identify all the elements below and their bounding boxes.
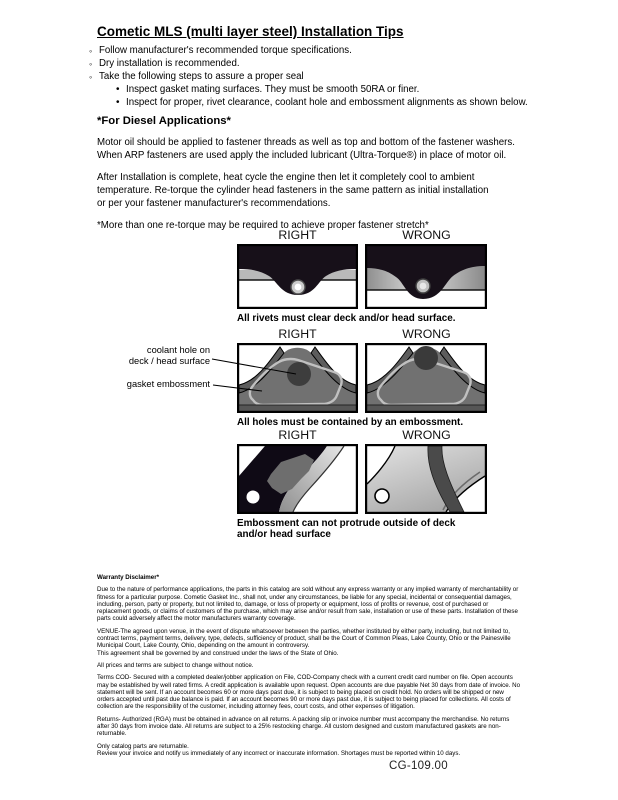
right-label: RIGHT	[278, 428, 317, 442]
list-item	[89, 71, 528, 84]
list-item-text: Inspect for proper, rivet clearance, coolant hole and embossment alignments as shown below.	[126, 96, 528, 108]
list-item	[89, 45, 528, 58]
wrong-label: WRONG	[402, 428, 451, 442]
governing-law-line: This agreement shall be governed by and construed under the laws of the State of Ohio.	[97, 649, 339, 657]
label-line: coolant hole on	[146, 345, 210, 355]
warranty-paragraph: Due to the nature of performance applications, the parts in this catalog are sold without any express warranty or any implied warranty of merchantability or fitness for a particular purpose. Cometic Gasket Inc., shall not, under any circumstances, be liable for any special, incidental or consequential damages, including, person, party or property, but not limited to, damage, or loss of property or equipment, loss of profits or revenue, cost of purchased or replacement goods, or claims of customers of the purchase, which may arise and/or result from sale, installation or use of these parts. Installation of these parts could adversely affect the motor manufacturers warranty coverage.	[97, 586, 519, 623]
right-label: RIGHT	[278, 327, 317, 341]
list-sub-item	[116, 97, 528, 110]
wrong-label: WRONG	[402, 228, 451, 242]
diesel-section	[97, 115, 547, 241]
label-line: gasket embossment	[126, 379, 210, 389]
right-label: RIGHT	[278, 228, 317, 242]
figure-panels	[237, 444, 488, 514]
list-item-text: Follow manufacturer's recommended torque specifications.	[99, 45, 352, 56]
figure-embossment-protrude	[237, 429, 488, 540]
gasket-embossment-label	[98, 379, 210, 390]
document-code: CG-109.00	[389, 760, 448, 772]
diesel-heading: *For Diesel Applications*	[97, 115, 231, 127]
hole-wrong-panel-graphic	[365, 343, 487, 413]
caption-line: Embossment can not protrude outside of deck	[237, 518, 456, 529]
protrude-right-panel-graphic	[237, 444, 358, 514]
figure-titles	[237, 229, 488, 242]
list-item-text: Inspect gasket mating surfaces. They must be smooth 50RA or finer.	[126, 83, 420, 95]
paragraph-line: When ARP fasteners are used apply the included lubricant (Ultra-Torque®) in place of motor oil.	[97, 150, 507, 161]
figure-caption: All rivets must clear deck and/or head surface.	[237, 313, 456, 324]
wrong-label: WRONG	[402, 327, 451, 341]
rivet-right-panel-graphic	[237, 244, 358, 309]
diesel-paragraph-1	[97, 136, 547, 162]
page-title: Cometic MLS (multi layer steel) Installation Tips	[97, 24, 404, 39]
list-sub-item	[116, 84, 528, 97]
paragraph-line: After Installation is complete, heat cycle the engine then let it completely cool to ambient	[97, 172, 475, 183]
figure-hole-embossment	[237, 328, 488, 428]
list-item	[89, 58, 528, 71]
coolant-hole-label	[98, 345, 210, 366]
figure-panels	[237, 244, 488, 309]
label-line: deck / head surface	[128, 355, 210, 366]
venue-paragraph: VENUE-The agreed upon venue, in the event of dispute whatsoever between the parties, whether instituted by either party, including, but not limited to, contract terms, payment terms, delivery, type, defects, sufficiency of product, shall be the Court of Common Pleas, Lake County, Ohio or the Painesville Municipal Court, Lake County, Ohio, depending on the amount in controversy.	[97, 627, 511, 650]
paragraph-line: Motor oil should be applied to fastener threads as well as top and bottom of the fastener washers.	[97, 137, 515, 148]
tips-list	[89, 45, 528, 110]
paragraph-line: or per your fastener manufacturer's recommendations.	[97, 198, 331, 209]
review-invoice-line: Review your invoice and notify us immediately of any incorrect or inaccurate information. Shortages must be reported within 10 days.	[97, 749, 461, 757]
paragraph-line: temperature. Re-torque the cylinder head fasteners in the same pattern as initial installation	[97, 185, 489, 196]
prices-line: All prices and terms are subject to change without notice.	[97, 661, 254, 669]
rivet-wrong-panel-graphic	[365, 244, 487, 309]
list-item-text: Dry installation is recommended.	[99, 57, 240, 69]
figure-caption	[237, 518, 488, 540]
hole-right-panel-graphic	[237, 343, 358, 413]
paragraph-line: *More than one re-torque may be required to achieve proper fastener stretch*	[97, 220, 429, 231]
protrude-wrong-panel-graphic	[365, 444, 487, 514]
figure-rivet-clearance	[237, 229, 488, 324]
diesel-paragraph-2	[97, 171, 547, 210]
catalog-parts-line: Only catalog parts are returnable.	[97, 742, 189, 750]
figure-titles	[237, 328, 488, 341]
figure-panels	[237, 343, 488, 413]
figure-caption: All holes must be contained by an embossment.	[237, 417, 464, 428]
terms-paragraph: Terms COD- Secured with a completed dealer/jobber application on File, COD-Company check with a current credit card number on file. Open accounts may be established by well rated firms. A credit application is available upon request. Open accounts are due payable Net 30 days from date of invoice. No statement will be sent. If an account becomes 60 or more days past due, it is subject to being placed on credit hold. No orders will be shipped or new orders accepted until past due balance is paid. If an account becomes 90 or more days past due, it is subject to being placed for collections. All costs of collection are the responsibility of the customer, including attorney fees, court costs, and other expenses of litigation.	[97, 674, 521, 711]
list-item-text: Take the following steps to assure a proper seal	[99, 70, 304, 82]
caption-line: and/or head surface	[237, 529, 331, 540]
legal-section	[97, 574, 521, 762]
returns-paragraph: Returns- Authorized (RGA) must be obtained in advance on all returns. A packing slip or invoice number must accompany the merchandise. No returns after 30 days from invoice date. All returns are subject to a 25% restocking charge. All custom designed and custom manufactured gaskets are non-returnable.	[97, 715, 510, 738]
warranty-heading: Warranty Disclaimer*	[97, 574, 160, 581]
figure-titles	[237, 429, 488, 442]
